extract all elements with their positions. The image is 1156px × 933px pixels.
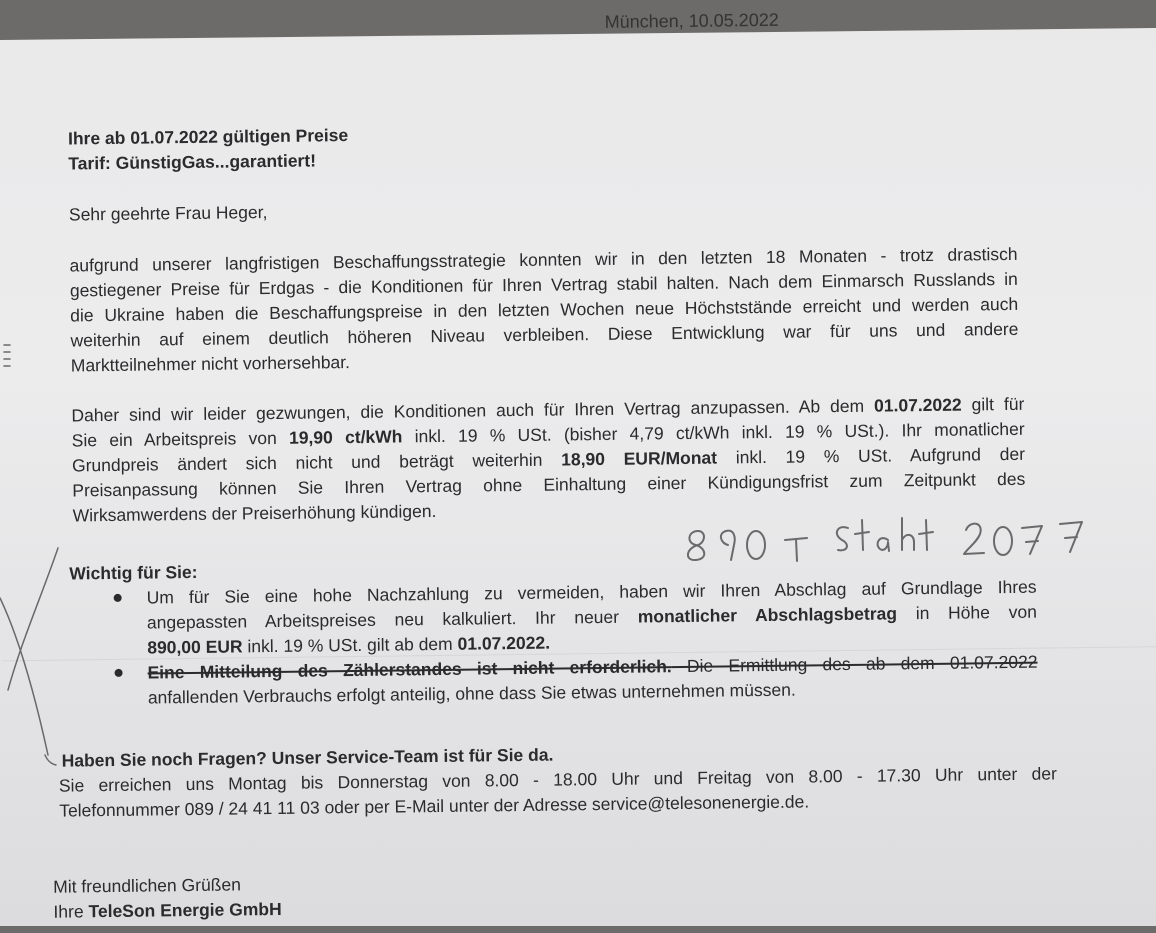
paragraph-line: anfallenden Verbrauchs erfolgt anteilig, ohne dass Sie etwas unternehmen müssen.	[147, 679, 796, 708]
installment-amount: 890,00 EUR	[147, 636, 243, 658]
paragraph-line: gestiegener Preise für Erdgas - die Konditionen für Ihren Vertrag stabil halten. Nach dem Einmarsch Russlands in	[69, 268, 1018, 301]
paragraph-line: Wirksamwerdens der Preiserhöhung kündigen.	[72, 501, 437, 526]
heading-tariff: Tarif: GünstigGas...garantiert!	[68, 150, 317, 174]
paragraph-line: angepassten Arbeitspreises neu kalkuliert. Ihr neuer monatlicher Abschlagsbetrag in Höhe von	[146, 601, 1038, 633]
questions-heading: Haben Sie noch Fragen? Unser Service-Team ist für Sie da.	[61, 744, 554, 771]
heading-prices: Ihre ab 01.07.2022 gültigen Preise	[67, 125, 349, 149]
paragraph-line: Sie ein Arbeitspreis von 19,90 ct/kWh inkl. 19 % USt. (bisher 4,79 ct/kWh inkl. 19 % USt.). Ihr monatlicher	[71, 418, 1025, 451]
paragraph-line: Preisanpassung können Sie Ihren Vertrag ohne Einhaltung einer Kündigungsfrist zum Zeitpunkt des	[72, 468, 1026, 501]
paragraph-line: Eine Mitteilung des Zählerstandes ist nicht erforderlich. Die Ermittlung des ab dem 01.07.2022	[147, 651, 1038, 683]
paragraph-line: Daher sind wir leider gezwungen, die Konditionen auch für Ihren Vertrag anzupassen. Ab dem 01.07.2022 gilt für	[71, 393, 1025, 426]
paragraph-line: Grundpreis ändert sich nicht und beträgt weiterhin 18,90 EUR/Monat inkl. 19 % USt. Aufgrund der	[71, 443, 1026, 476]
paragraph-line: weiterhin auf einem deutlich höheren Niveau verbleiben. Diese Entwicklung war für uns und andere	[70, 318, 1019, 351]
signoff: Ihre TeleSon Energie GmbH	[53, 898, 282, 922]
working-price: 19,90 ct/kWh	[288, 426, 403, 448]
paragraph-line: Marktteilnehmer nicht vorhersehbar.	[70, 352, 351, 376]
contact-line: Telefonnummer 089 / 24 41 11 03 oder per E-Mail unter der Adresse service@telesonenergie.de.	[59, 791, 810, 821]
paragraph-line: aufgrund unserer langfristigen Beschaffungsstrategie konnten wir in den letzten 18 Monaten - trotz drastisch	[69, 243, 1018, 276]
paragraph-line: 890,00 EUR inkl. 19 % USt. gilt ab dem 01.07.2022.	[147, 632, 551, 658]
contact-line: Sie erreichen uns Montag bis Donnerstag von 8.00 - 18.00 Uhr und Freitag von 8.00 - 17.30 Uhr unter der	[58, 763, 1057, 796]
important-heading: Wichtig für Sie:	[69, 561, 198, 584]
effective-date: 01.07.2022	[873, 394, 962, 416]
paragraph-line: die Ukraine haben die Beschaffungspreise in den letzten Wochen neue Höchststände erreicht und werden auch	[70, 293, 1019, 326]
base-price: 18,90 EUR/Monat	[561, 447, 718, 470]
monthly-installment-label: monatlicher Abschlagsbetrag	[637, 603, 898, 627]
salutation: Sehr geehrte Frau Heger,	[68, 202, 268, 225]
paragraph-line: Um für Sie eine hohe Nachzahlung zu vermeiden, haben wir Ihren Abschlag auf Grundlage Ihres	[146, 576, 1037, 608]
company-name: TeleSon Energie GmbH	[88, 898, 282, 922]
closing: Mit freundlichen Grüßen	[53, 874, 242, 897]
letter-date: München, 10.05.2022	[604, 9, 779, 32]
